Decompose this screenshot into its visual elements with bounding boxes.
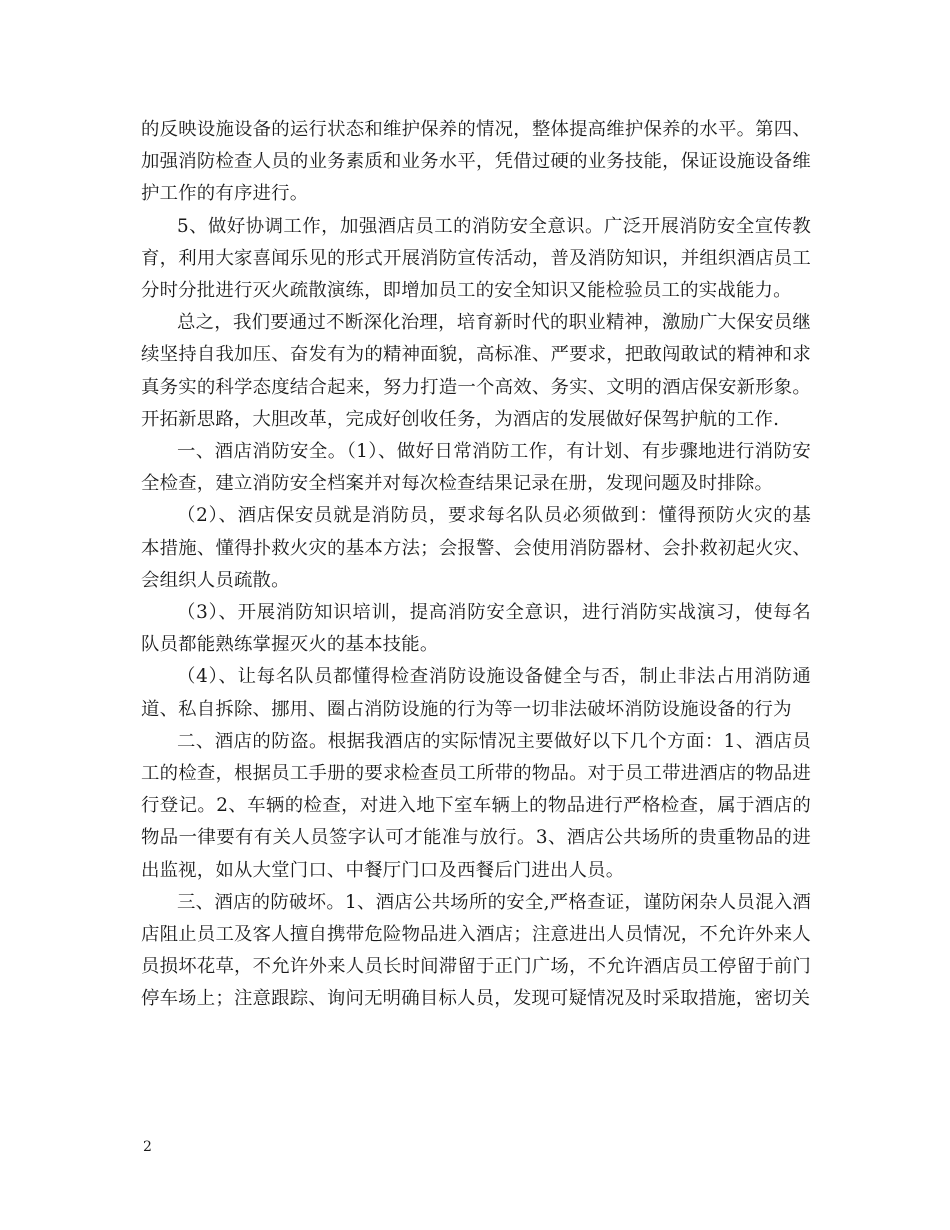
- paragraph-continuation: 的反映设施设备的运行状态和维护保养的情况，整体提高维护保养的水平。第四、加强消防检查人员的业务素质和业务水平，凭借过硬的业务技能，保证设施设备维护工作的有序进行。: [141, 119, 811, 205]
- paragraph-sabotage-prevention: 三、酒店的防破坏。1、酒店公共场所的安全,严格查证，谨防闲杂人员混入酒店阻止员工及客人擅自携带危险物品进入酒店；注意进出人员情况，不允许外来人员损坏花草，不允许外来人员长时间滞留于正门广场，不允许酒店员工停留于前门停车场上；注意跟踪、询问无明确目标人员，发现可疑情况及时采取措施，密切关: [141, 891, 811, 1010]
- paragraph-fire-item-3: （3）、开展消防知识培训，提高消防安全意识，进行消防实战演习，使每名队员都能熟练掌握灭火的基本技能。: [141, 602, 811, 656]
- paragraph-coordination: 5、做好协调工作，加强酒店员工的消防安全意识。广泛开展消防安全宣传教育，利用大家喜闻乐见的形式开展消防宣传活动，普及消防知识，并组织酒店员工分时分批进行灭火疏散演练，即增加员工的安全知识又能检验员工的实战能力。: [141, 215, 811, 302]
- paragraph-summary: 总之，我们要通过不断深化治理，培育新时代的职业精神，激励广大保安员继续坚持自我加压、奋发有为的精神面貌，高标准、严要求，把敢闯敢试的精神和求真务实的科学态度结合起来，努力打造一个高效、务实、文明的酒店保安新形象。开拓新思路，大胆改革，完成好创收任务，为酒店的发展做好保驾护航的工作.: [141, 312, 811, 430]
- paragraph-theft-prevention: 二、酒店的防盗。根据我酒店的实际情况主要做好以下几个方面：1、酒店员工的检查，根据员工手册的要求检查员工所带的物品。对于员工带进酒店的物品进行登记。2、车辆的检查，对进入地下室车辆上的物品进行严格检查，属于酒店的物品一律要有有关人员签字认可才能准与放行。3、酒店公共场所的贵重物品的进出监视，如从大堂门口、中餐厅门口及西餐后门进出人员。: [141, 730, 811, 881]
- body-text: [141, 114, 811, 1016]
- paragraph-fire-safety: 一、酒店消防安全。（1）、做好日常消防工作，有计划、有步骤地进行消防安全检查，建立消防安全档案并对每次检查结果记录在册，发现问题及时排除。: [141, 441, 811, 495]
- page-number: 2: [143, 1139, 152, 1155]
- paragraph-fire-item-2: （2）、酒店保安员就是消防员，要求每名队员必须做到：懂得预防火灾的基本措施、懂得扑救火灾的基本方法；会报警、会使用消防器材、会扑救初起火灾、会组织人员疏散。: [141, 505, 811, 591]
- paragraph-fire-item-4: （4）、让每名队员都懂得检查消防设施设备健全与否，制止非法占用消防通道、私自拆除、挪用、圈占消防设施的行为等一切非法破坏消防设施设备的行为: [141, 666, 811, 720]
